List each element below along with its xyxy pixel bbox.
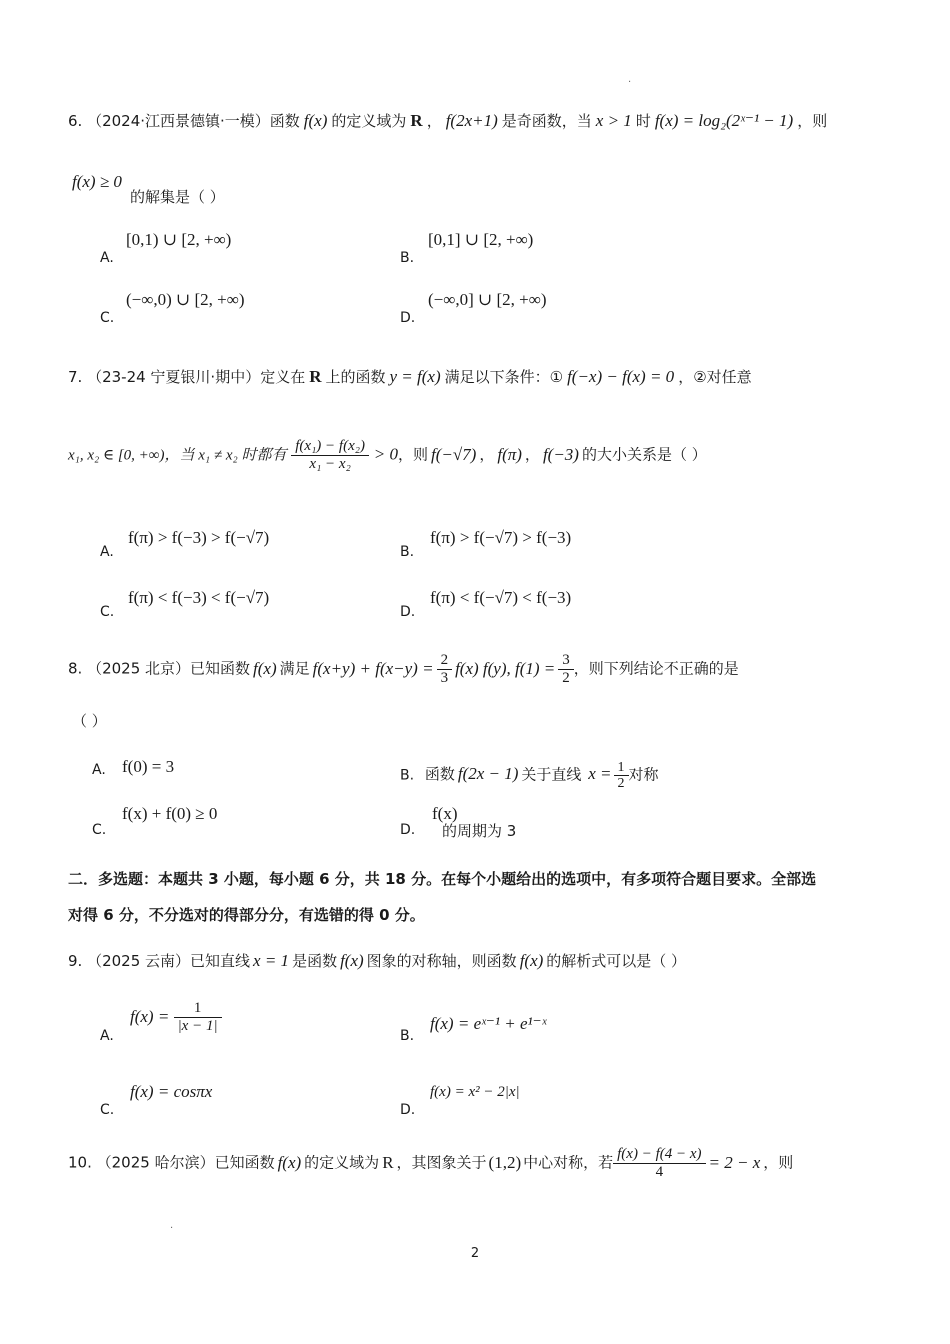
q7-option-c[interactable]: C. xyxy=(100,604,115,620)
q6-option-b-math: [0,1] ∪ [2, +∞) xyxy=(428,230,534,249)
q6-line2-text: 的解集是（ ） xyxy=(130,188,225,206)
q9-option-a[interactable]: A. xyxy=(100,1028,114,1044)
section-2-heading-line1: 二．多选题：本题共 3 小题，每小题 6 分，共 18 分。在每个小题给出的选项中，有多项符合题目要求。全部选 xyxy=(68,870,817,888)
q6-option-a[interactable]: A. xyxy=(100,250,114,266)
q9-option-a-fraction: $\frac{1}{|x - 1|}$ xyxy=(174,1000,222,1034)
q8-fraction-2-3: $\frac{2}{3}$ xyxy=(437,652,453,686)
q10-line1: 10. （2025 哈尔滨）已知函数 f(x) 的定义域为 R ，其图象关于 (1,2) 中心对称，若 $\frac{f(x) - f(4 - x)}{4}$ = 2 − x ，则 xyxy=(68,1146,794,1180)
q6-line2: f(x) ≥ 0 xyxy=(72,172,122,191)
q8-option-d[interactable]: D. xyxy=(400,822,416,838)
q9-option-b[interactable]: B. xyxy=(400,1028,415,1044)
q7-option-a[interactable]: A. xyxy=(100,544,114,560)
q9-option-c-math: f(x) = cosπx xyxy=(130,1082,213,1101)
q7-option-b-math: f(π) > f(−√7) > f(−3) xyxy=(430,528,572,547)
q10-fraction: $\frac{f(x) - f(4 - x)}{4}$ xyxy=(613,1146,705,1180)
q7-option-d[interactable]: D. xyxy=(400,604,416,620)
q9-option-b-math: f(x) = eˣ⁻¹ + e¹⁻ˣ xyxy=(430,1014,547,1033)
q6-option-c[interactable]: C. xyxy=(100,310,115,326)
q6-option-d[interactable]: D. xyxy=(400,310,416,326)
q9-line1: 9. （2025 云南）已知直线 x = 1 是函数 f(x) 图象的对称轴，则函数 f(x) 的解析式可以是（ ） xyxy=(68,951,687,970)
dot-mark-bottom: . xyxy=(170,1220,174,1231)
q8-option-b[interactable]: B. 函数 f(2x − 1) 关于直线 x = $\frac{1}{2}$ 对称 xyxy=(400,760,659,792)
q8-option-c-math: f(x) + f(0) ≥ 0 xyxy=(122,804,218,823)
q7-option-b[interactable]: B. xyxy=(400,544,415,560)
q9-option-c[interactable]: C. xyxy=(100,1102,115,1118)
q7-option-c-math: f(π) < f(−3) < f(−√7) xyxy=(128,588,270,607)
q8-fraction-3-2: $\frac{3}{2}$ xyxy=(558,652,574,686)
page-number: 2 xyxy=(470,1246,480,1261)
q8-option-a-math: f(0) = 3 xyxy=(122,757,175,776)
q8-option-a[interactable]: A. xyxy=(92,762,106,778)
q8-line1: 8. （2025 北京）已知函数 f(x) 满足 f(x+y) + f(x−y) = $\frac{2}{3}$ f(x) f(y), f(1) = $\frac{3}{2}$ ，则下列结论不正确的是 xyxy=(68,652,739,686)
q7-line2: x₁, x₂ ∈ [0, +∞)，当 x₁ ≠ x₂ 时都有 $\frac{\text{f(x₁) − f(x₂)}}{\text{x₁ − x₂}}$ > 0，则 f(−√7) ， f(π) ， f(−3) 的大小关系是（ ） xyxy=(68,438,707,472)
q6-option-b[interactable]: B. xyxy=(400,250,415,266)
q7-line1: 7. （23-24 宁夏银川·期中）定义在 R 上的函数 y = f(x) 满足以下条件：① f(−x) − f(x) = 0 ，②对任意 xyxy=(68,367,752,386)
q7-fraction: $\frac{\text{f(x₁) − f(x₂)}}{\text{x₁ − x₂}}$ xyxy=(291,438,369,472)
q6-option-c-math: (−∞,0) ∪ [2, +∞) xyxy=(126,290,245,309)
q8-option-d-math: f(x) xyxy=(432,804,458,823)
q8-option-c[interactable]: C. xyxy=(92,822,107,838)
q8-fraction-1-2: $\frac{1}{2}$ xyxy=(614,760,629,792)
q9-option-d-math: f(x) = x² − 2|x| xyxy=(430,1084,520,1100)
q9-option-a-math: f(x) = $\frac{1}{|x - 1|}$ xyxy=(130,1000,222,1034)
q7-option-d-math: f(π) < f(−√7) < f(−3) xyxy=(430,588,572,607)
section-2-heading-line2: 对得 6 分，不分选对的得部分分，有选错的得 0 分。 xyxy=(68,906,425,924)
q7-option-a-math: f(π) > f(−3) > f(−√7) xyxy=(128,528,270,547)
q8-line2: （ ） xyxy=(72,712,107,730)
q6-option-a-math: [0,1) ∪ [2, +∞) xyxy=(126,230,232,249)
dot-mark: . xyxy=(628,74,632,85)
q6-line1: 6. （2024·江西景德镇·一模）函数 f(x) 的定义域为 R ， f(2x+1) 是奇函数，当 x > 1 时 f(x) = log₂(2ˣ⁻¹ − 1) ，则 xyxy=(68,111,828,130)
q9-option-d[interactable]: D. xyxy=(400,1102,416,1118)
q8-option-d-text: 的周期为 3 xyxy=(442,822,517,840)
q6-option-d-math: (−∞,0] ∪ [2, +∞) xyxy=(428,290,547,309)
